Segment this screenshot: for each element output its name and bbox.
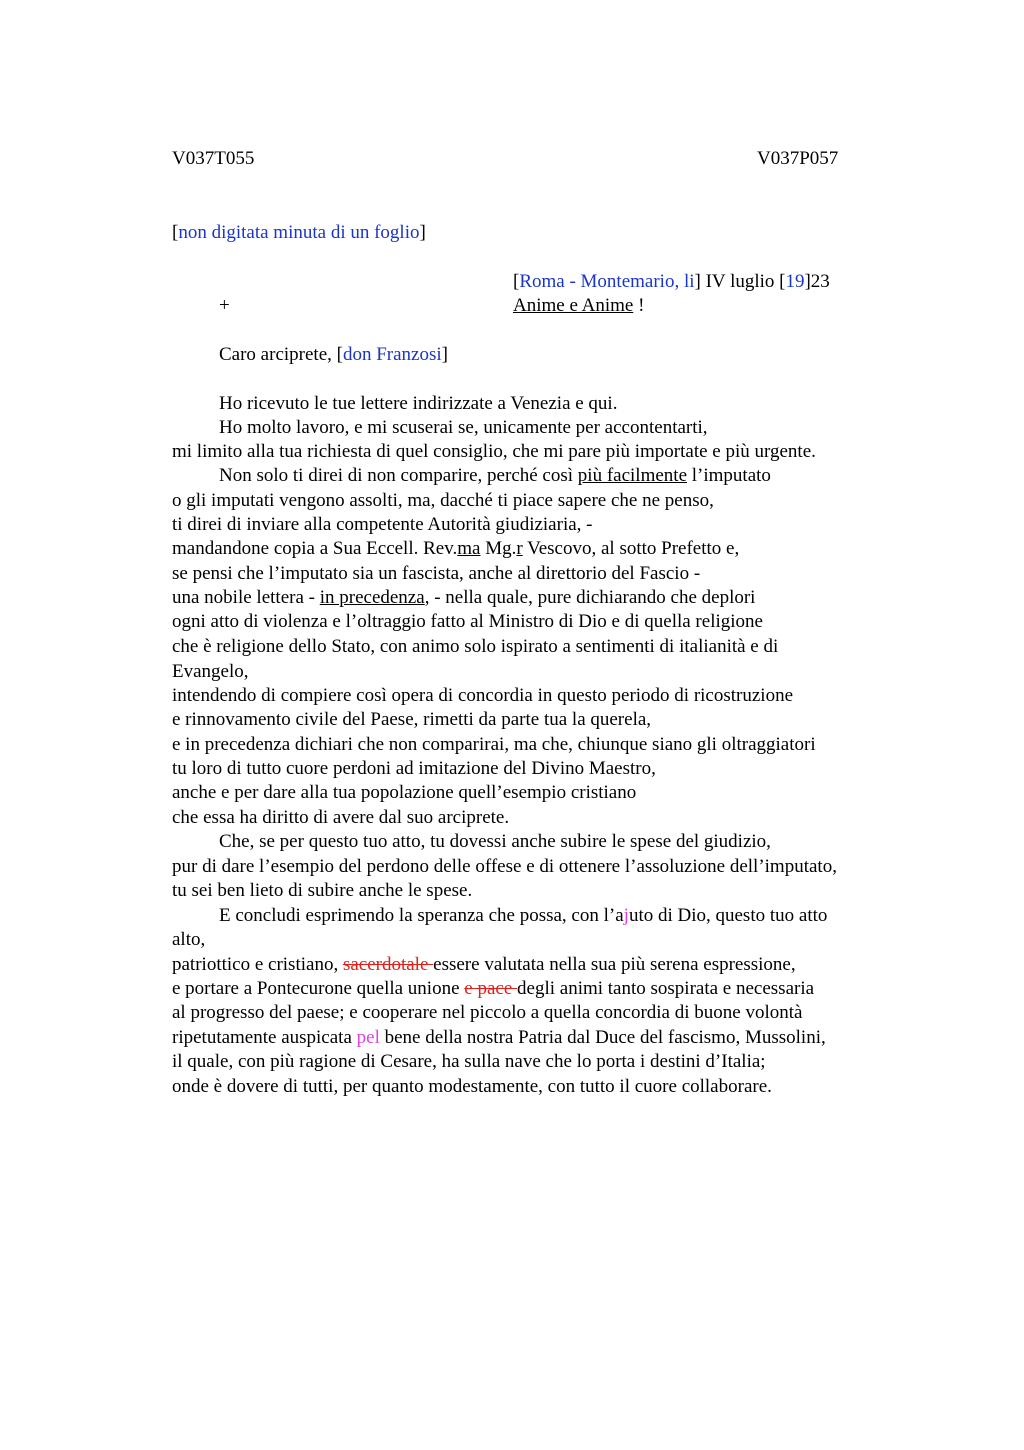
letter-line: e portare a Pontecurone quella unione e pace degli animi tanto sospirata e necessaria [172, 978, 815, 999]
letter-line: alto, [172, 929, 206, 950]
letter-line: o gli imputati vengono assolti, ma, dacché ti piace sapere che ne penso, [172, 490, 714, 511]
letter-line: Non solo ti direi di non comparire, perché così più facilmente l’imputato [219, 465, 771, 486]
letter-line: Che, se per questo tuo atto, tu dovessi anche subire le spese del giudizio, [219, 831, 771, 852]
letter-line: pur di dare l’esempio del perdono delle offese e di ottenere l’assoluzione dell’imputato, [172, 856, 837, 877]
letter-line: che è religione dello Stato, con animo solo ispirato a sentimenti di italianità e di [172, 636, 779, 657]
letter-line: mi limito alla tua richiesta di quel consiglio, che mi pare più importate e più urgente. [172, 441, 816, 462]
letter-line: che essa ha diritto di avere dal suo arciprete. [172, 807, 510, 828]
letter-line: tu loro di tutto cuore perdoni ad imitazione del Divino Maestro, [172, 758, 656, 779]
letter-line: Ho ricevuto le tue lettere indirizzate a Venezia e qui. [219, 393, 618, 414]
letter-line: mandandone copia a Sua Eccell. Rev.ma Mg.r Vescovo, al sotto Prefetto e, [172, 538, 740, 559]
inserted-word: pel [356, 1027, 380, 1048]
letter-line: patriottico e cristiano, sacerdotale essere valutata nella sua più serena espressione, [172, 954, 796, 975]
deleted-word: e pace [464, 978, 518, 999]
cross-mark: + [219, 295, 230, 316]
archive-code-left: V037T055 [172, 148, 255, 169]
letter-line: il quale, con più ragione di Cesare, ha sulla nave che lo porta i destini d’Italia; [172, 1051, 766, 1072]
letter-line: e rinnovamento civile del Paese, rimetti da parte tua la querela, [172, 709, 652, 730]
letter-line: ripetutamente auspicata pel bene della nostra Patria dal Duce del fascismo, Mussolini, [172, 1027, 826, 1048]
letter-line: al progresso del paese; e cooperare nel piccolo a quella concordia di buone volontà [172, 1002, 803, 1023]
letter-line: e in precedenza dichiari che non comparirai, ma che, chiunque siano gli oltraggiatori [172, 734, 816, 755]
letter-line: se pensi che l’imputato sia un fascista, anche al direttorio del Fascio - [172, 563, 701, 584]
letter-line: E concludi esprimendo la speranza che possa, con l’ajuto di Dio, questo tuo atto [219, 905, 828, 926]
motto: Anime e Anime ! [513, 295, 645, 316]
letter-line: ti direi di inviare alla competente Autorità giudiziaria, - [172, 514, 593, 535]
salutation: Caro arciprete, [don Franzosi] [219, 344, 448, 365]
letter-line: ogni atto di violenza e l’oltraggio fatto al Ministro di Dio e di quella religione [172, 611, 763, 632]
dateline: [Roma - Montemario, li] IV luglio [19]23 [513, 271, 830, 292]
editorial-note: [non digitata minuta di un foglio] [172, 222, 426, 243]
letter-line: Ho molto lavoro, e mi scuserai se, unicamente per accontentarti, [219, 417, 708, 438]
letter-line: onde è dovere di tutti, per quanto modestamente, con tutto il cuore collaborare. [172, 1076, 772, 1097]
letter-line: tu sei ben lieto di subire anche le spese. [172, 880, 473, 901]
letter-line: intendendo di compiere così opera di concordia in questo periodo di ricostruzione [172, 685, 794, 706]
archive-code-right: V037P057 [757, 148, 839, 169]
deleted-word: sacerdotale [342, 954, 434, 975]
letter-line: Evangelo, [172, 661, 249, 682]
letter-line: una nobile lettera - in precedenza, - nella quale, pure dichiarando che deplori [172, 587, 756, 608]
letter-line: anche e per dare alla tua popolazione quell’esempio cristiano [172, 782, 637, 803]
